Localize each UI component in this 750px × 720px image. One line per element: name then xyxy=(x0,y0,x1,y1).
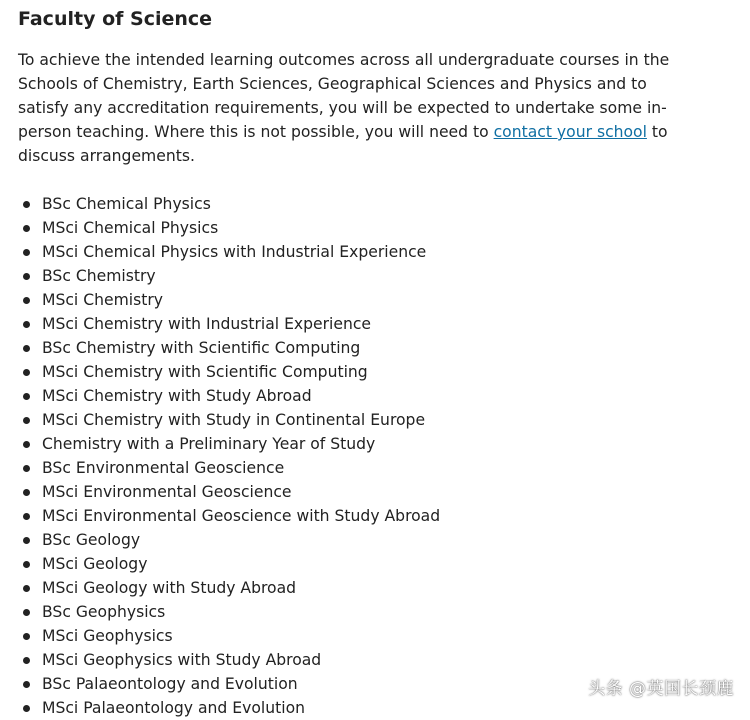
bullet-icon xyxy=(23,297,30,304)
bullet-icon xyxy=(23,537,30,544)
course-name: MSci Chemistry with Study in Continental Europe xyxy=(42,411,426,429)
course-name: MSci Chemical Physics with Industrial Experience xyxy=(42,243,427,261)
course-list-item xyxy=(18,288,743,312)
bullet-icon xyxy=(23,321,30,328)
intro-text-before-link: To achieve the intended learning outcomes across all undergraduate courses in the Schools of Chemistry, Earth Sciences, Geographical Sciences and Physics and to satisfy any accreditation requirements, you will be expected to undertake some in-person teaching. Where this is not possible, you will need to xyxy=(18,51,670,141)
course-name: BSc Chemistry xyxy=(42,267,156,285)
course-list xyxy=(18,192,743,720)
course-name: MSci Environmental Geoscience with Study Abroad xyxy=(42,507,441,525)
course-list-item xyxy=(18,216,743,240)
course-name: BSc Palaeontology and Evolution xyxy=(42,675,298,693)
bullet-icon xyxy=(23,345,30,352)
course-name: MSci Chemistry with Study Abroad xyxy=(42,387,312,405)
course-name: MSci Chemistry with Scientific Computing xyxy=(42,363,368,381)
course-name: MSci Geology with Study Abroad xyxy=(42,579,297,597)
course-name: BSc Environmental Geoscience xyxy=(42,459,285,477)
course-list-item xyxy=(18,552,743,576)
bullet-icon xyxy=(23,201,30,208)
bullet-icon xyxy=(23,561,30,568)
bullet-icon xyxy=(23,657,30,664)
bullet-icon xyxy=(23,441,30,448)
course-name: Chemistry with a Preliminary Year of Study xyxy=(42,435,376,453)
course-name: BSc Geophysics xyxy=(42,603,166,621)
course-list-item xyxy=(18,504,743,528)
faculty-section xyxy=(18,0,743,720)
bullet-icon xyxy=(23,633,30,640)
course-name: BSc Chemistry with Scientific Computing xyxy=(42,339,361,357)
course-list-item xyxy=(18,456,743,480)
course-name: BSc Geology xyxy=(42,531,141,549)
course-list-item xyxy=(18,696,743,720)
bullet-icon xyxy=(23,273,30,280)
course-list-item xyxy=(18,336,743,360)
course-name: MSci Chemistry xyxy=(42,291,163,309)
bullet-icon xyxy=(23,609,30,616)
bullet-icon xyxy=(23,249,30,256)
course-list-item xyxy=(18,528,743,552)
bullet-icon xyxy=(23,681,30,688)
bullet-icon xyxy=(23,393,30,400)
bullet-icon xyxy=(23,705,30,712)
course-list-item xyxy=(18,360,743,384)
course-list-item xyxy=(18,240,743,264)
course-list-item xyxy=(18,384,743,408)
watermark: 头条 @英国长颈鹿 xyxy=(588,679,734,699)
course-list-item xyxy=(18,600,743,624)
course-name: MSci Geophysics with Study Abroad xyxy=(42,651,322,669)
course-name: BSc Chemical Physics xyxy=(42,195,211,213)
course-list-item xyxy=(18,192,743,216)
bullet-icon xyxy=(23,489,30,496)
contact-your-school-link[interactable]: contact your school xyxy=(493,123,647,141)
course-list-item xyxy=(18,648,743,672)
intro-paragraph xyxy=(18,48,678,168)
course-name: MSci Chemistry with Industrial Experience xyxy=(42,315,372,333)
course-list-item xyxy=(18,624,743,648)
bullet-icon xyxy=(23,225,30,232)
course-list-item xyxy=(18,480,743,504)
bullet-icon xyxy=(23,369,30,376)
section-heading: Faculty of Science xyxy=(18,8,213,30)
course-name: MSci Palaeontology and Evolution xyxy=(42,699,305,717)
course-list-item xyxy=(18,264,743,288)
intro-text-after-link: to discuss arrangements. xyxy=(18,123,668,165)
course-name: MSci Geology xyxy=(42,555,148,573)
bullet-icon xyxy=(23,513,30,520)
course-list-item xyxy=(18,312,743,336)
course-name: MSci Geophysics xyxy=(42,627,173,645)
course-list-item xyxy=(18,432,743,456)
course-name: MSci Environmental Geoscience xyxy=(42,483,292,501)
bullet-icon xyxy=(23,465,30,472)
course-name: MSci Chemical Physics xyxy=(42,219,219,237)
course-list-item xyxy=(18,408,743,432)
bullet-icon xyxy=(23,585,30,592)
course-list-item xyxy=(18,576,743,600)
bullet-icon xyxy=(23,417,30,424)
